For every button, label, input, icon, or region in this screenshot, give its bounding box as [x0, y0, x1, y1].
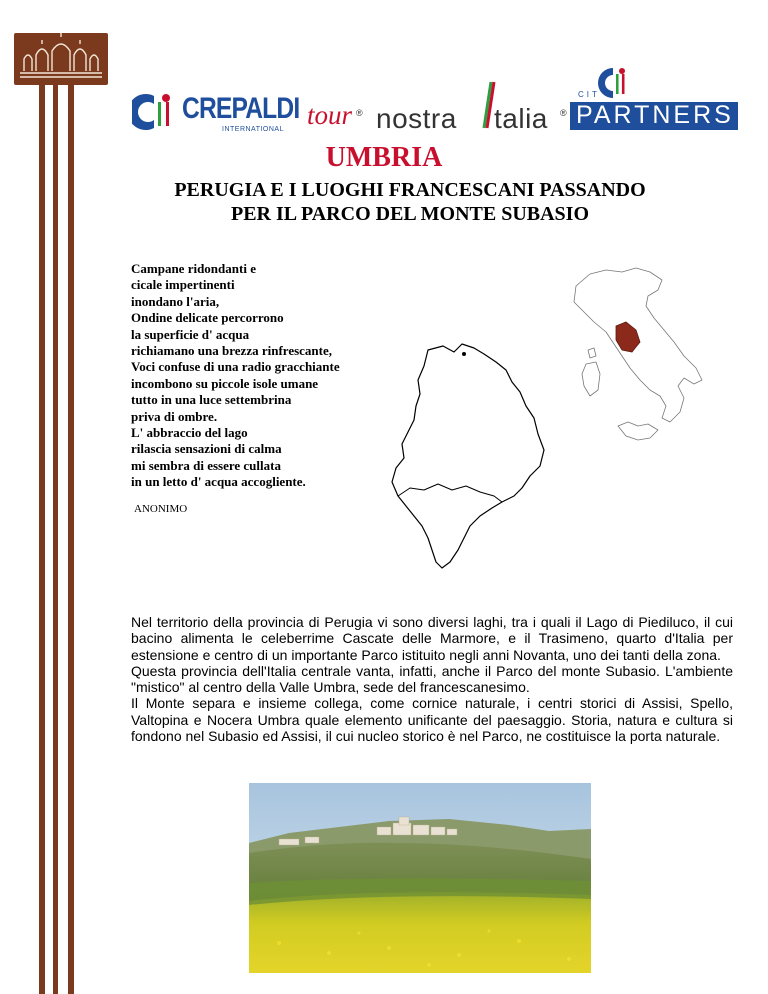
left-stripe-1 — [39, 82, 45, 994]
subtitle-line: PERUGIA E I LUOGHI FRANCESCANI PASSANDO — [174, 179, 646, 201]
poem-line: Ondine delicate percorrono — [131, 310, 284, 326]
left-stripe-3 — [68, 82, 74, 994]
cit-partners-word: PARTNERS — [576, 101, 734, 129]
poem-line: incombono su piccole isole umane — [131, 375, 319, 391]
landscape-photo — [249, 783, 591, 973]
poem-line: rilascia sensazioni di calma — [131, 441, 282, 457]
subtitle-line: PER IL PARCO DEL MONTE SUBASIO — [230, 203, 590, 225]
poem-author: ANONIMO — [134, 503, 188, 515]
nostra-word: nostra — [376, 103, 457, 134]
poem-line: priva di ombre. — [131, 408, 218, 424]
italy-map — [566, 266, 704, 450]
partner-logos — [126, 66, 738, 136]
page-subtitle — [130, 178, 690, 226]
crepaldi-international: INTERNATIONAL — [222, 126, 284, 133]
poem-line: mi sembra di essere cullata — [131, 457, 281, 473]
crepaldi-word: CREPALDI — [182, 92, 300, 125]
poem-line: Voci confuse di una radio gracchiante — [131, 359, 340, 375]
poem-line: in un letto d' acqua accogliente. — [131, 474, 306, 490]
body-paragraph: Il Monte separa e insieme collega, come cornice naturale, i centri storici di Assisi, Spello, Valtopina e Nocera Umbra quale elemento unificante del paesaggio. Storia, natura e cultura si fondono nel Subasio ed Assisi, il cui nucleo storico è nel Parco, ne costituisce la porta naturale. — [131, 695, 733, 745]
body-paragraph: Questa provincia dell'Italia centrale vanta, infatti, anche il Parco del monte Subasio. L'ambiente "mistico" al centro della Valle Umbra, sede del francescanesimo. — [131, 662, 733, 696]
body-paragraph: Nel territorio della provincia di Perugia vi sono diversi laghi, tra i quali il Lago di Piediluco, il cui bacino alimenta le celeberrime Cascate delle Marmore, e il Trasimeno, quarto d'Italia per estensione e centro di un importante Parco istituito negli anni Novanta, uno dei tanti della zona. — [131, 614, 733, 663]
registered-mark-2: ® — [560, 108, 567, 118]
poem-line: inondano l'aria, — [131, 293, 220, 309]
crepaldi-emblem-icon — [132, 92, 176, 132]
left-stripe-2 — [53, 82, 58, 994]
poem-line: cicale impertinenti — [131, 277, 235, 293]
corner-emblem — [14, 33, 108, 85]
cit-partners-logo — [570, 66, 738, 132]
poem — [131, 261, 391, 491]
umbria-outline-map — [388, 340, 548, 572]
page-title: UMBRIA — [325, 142, 443, 173]
registered-mark-1: ® — [356, 108, 363, 118]
crepaldi-tour-logo — [126, 88, 361, 136]
crepaldi-tour-word: tour — [307, 100, 353, 130]
poem-line: Campane ridondanti e — [131, 261, 256, 276]
poem-line: richiamano una brezza rinfrescante, — [131, 343, 332, 359]
poem-line: tutto in una luce settembrina — [131, 392, 292, 408]
poem-line: la superficie d' acqua — [131, 326, 250, 342]
poem-line: L' abbraccio del lago — [131, 425, 248, 441]
talia-word: talia — [494, 103, 548, 134]
cit-small-label: CIT — [578, 90, 600, 99]
body-text — [131, 614, 733, 744]
emblem-basilica-icon — [14, 33, 108, 85]
cit-emblem-icon — [596, 66, 630, 100]
